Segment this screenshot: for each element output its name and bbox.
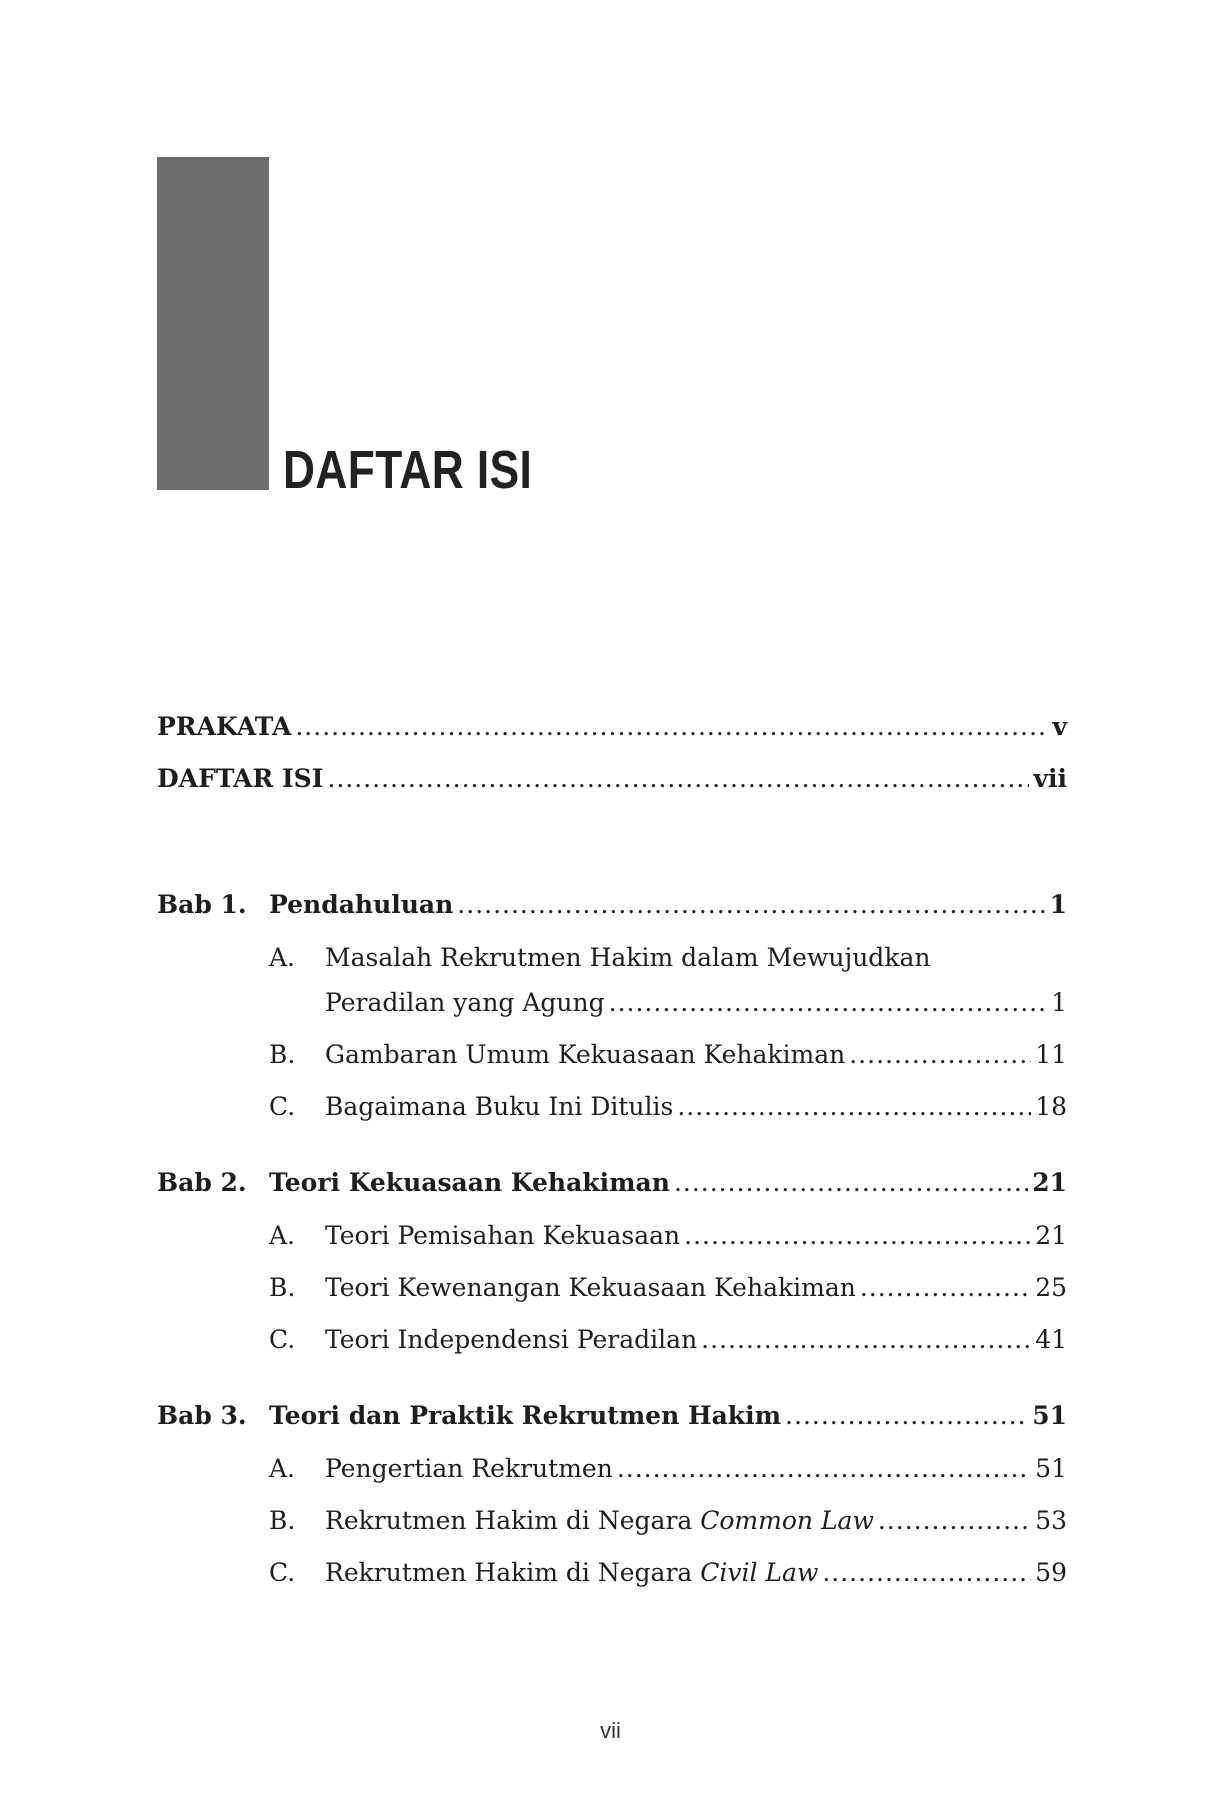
dot-leader bbox=[295, 710, 1048, 744]
toc-entry-prakata[interactable] bbox=[157, 710, 1067, 744]
section-page: 53 bbox=[1035, 1506, 1067, 1535]
section-title-prefix: Rekrutmen Hakim di Negara bbox=[325, 1506, 701, 1535]
dot-leader bbox=[878, 1504, 1031, 1538]
section-letter: C. bbox=[269, 1325, 296, 1354]
section-title-italic: Common Law bbox=[700, 1506, 874, 1535]
chapter-title: Teori Kekuasaan Kehakiman bbox=[269, 1168, 670, 1197]
dot-leader bbox=[457, 888, 1045, 922]
toc-section-entry[interactable] bbox=[325, 1556, 1067, 1590]
section-title bbox=[325, 1504, 874, 1538]
dot-leader bbox=[860, 1271, 1031, 1305]
dot-leader bbox=[849, 1038, 1031, 1072]
chapter-number: Bab 2. bbox=[157, 1168, 247, 1197]
toc-entry-page: v bbox=[1052, 712, 1067, 741]
section-letter: A. bbox=[269, 1454, 296, 1483]
toc-section-entry[interactable] bbox=[325, 1504, 1067, 1538]
dot-leader bbox=[785, 1399, 1028, 1433]
page-number-footer: vii bbox=[600, 1718, 621, 1743]
chapter-page: 1 bbox=[1049, 890, 1067, 919]
chapter-heading-bar bbox=[157, 157, 269, 490]
section-title: Bagaimana Buku Ini Ditulis bbox=[325, 1092, 674, 1121]
section-page: 1 bbox=[1051, 988, 1067, 1017]
section-letter: A. bbox=[269, 1221, 296, 1250]
toc-section-entry[interactable] bbox=[325, 1323, 1067, 1357]
section-title: Pengertian Rekrutmen bbox=[325, 1454, 613, 1483]
toc-chapter-entry[interactable] bbox=[269, 1399, 1067, 1433]
dot-leader bbox=[617, 1452, 1031, 1486]
dot-leader bbox=[674, 1166, 1028, 1200]
dot-leader bbox=[684, 1219, 1031, 1253]
dot-leader bbox=[609, 986, 1047, 1020]
toc-section-entry[interactable] bbox=[325, 1090, 1067, 1124]
section-title: Gambaran Umum Kekuasaan Kehakiman bbox=[325, 1040, 846, 1069]
section-letter: B. bbox=[269, 1506, 296, 1535]
toc-entry-daftar-isi[interactable] bbox=[157, 762, 1067, 796]
section-letter: C. bbox=[269, 1092, 296, 1121]
section-title-line1[interactable]: Masalah Rekrutmen Hakim dalam Mewujudkan bbox=[325, 943, 931, 972]
section-letter: A. bbox=[269, 943, 296, 972]
dot-leader bbox=[327, 762, 1029, 796]
toc-section-entry[interactable] bbox=[325, 1038, 1067, 1072]
chapter-page: 51 bbox=[1032, 1401, 1067, 1430]
dot-leader bbox=[822, 1556, 1031, 1590]
toc-section-entry[interactable] bbox=[325, 1219, 1067, 1253]
chapter-number: Bab 1. bbox=[157, 890, 247, 919]
section-page: 51 bbox=[1035, 1454, 1067, 1483]
section-title: Teori Pemisahan Kekuasaan bbox=[325, 1221, 681, 1250]
dot-leader bbox=[701, 1323, 1031, 1357]
section-title-prefix: Rekrutmen Hakim di Negara bbox=[325, 1558, 701, 1587]
toc-chapter-entry[interactable] bbox=[269, 888, 1067, 922]
section-page: 21 bbox=[1035, 1221, 1067, 1250]
toc-entry-label: PRAKATA bbox=[157, 712, 292, 741]
toc-section-entry[interactable] bbox=[325, 1452, 1067, 1486]
section-page: 18 bbox=[1035, 1092, 1067, 1121]
section-title-italic: Civil Law bbox=[700, 1558, 819, 1587]
toc-entry-page: vii bbox=[1033, 764, 1067, 793]
section-letter: B. bbox=[269, 1040, 296, 1069]
section-letter: B. bbox=[269, 1273, 296, 1302]
toc-entry-label: DAFTAR ISI bbox=[157, 764, 324, 793]
chapter-number: Bab 3. bbox=[157, 1401, 247, 1430]
section-title-line2: Peradilan yang Agung bbox=[325, 988, 605, 1017]
section-title bbox=[325, 1556, 818, 1590]
chapter-page: 21 bbox=[1032, 1168, 1067, 1197]
section-page: 11 bbox=[1035, 1040, 1067, 1069]
section-page: 25 bbox=[1035, 1273, 1067, 1302]
chapter-title: Pendahuluan bbox=[269, 890, 454, 919]
section-page: 41 bbox=[1035, 1325, 1067, 1354]
section-title: Teori Independensi Peradilan bbox=[325, 1325, 698, 1354]
page-title: DAFTAR ISI bbox=[283, 440, 533, 500]
dot-leader bbox=[677, 1090, 1031, 1124]
section-letter: C. bbox=[269, 1558, 296, 1587]
section-page: 59 bbox=[1035, 1558, 1067, 1587]
toc-section-entry[interactable] bbox=[325, 1271, 1067, 1305]
toc-section-entry[interactable] bbox=[325, 986, 1067, 1020]
chapter-title: Teori dan Praktik Rekrutmen Hakim bbox=[269, 1401, 782, 1430]
section-title: Teori Kewenangan Kekuasaan Kehakiman bbox=[325, 1273, 856, 1302]
toc-chapter-entry[interactable] bbox=[269, 1166, 1067, 1200]
